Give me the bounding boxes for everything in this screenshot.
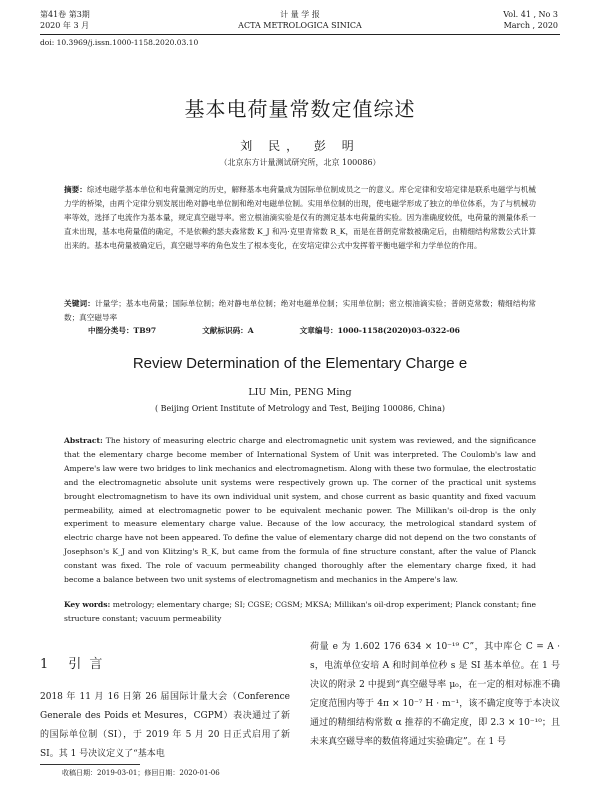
journal-cn: 计 量 学 报 (280, 10, 320, 19)
abstract-en (64, 434, 536, 587)
date-en: March , 2020 (503, 21, 558, 30)
body-column-left: 2018 年 11 月 16 日第 26 届国际计量大会（Conference Generale des Poids et Mesures，CGPM）表决通过了新的国际单位制（SI），于 2019 年 5 月 20 日正式启用了新 SI。其 1 号决议定义了“基本电 (40, 692, 290, 759)
keywords-label-cn: 关键词： (64, 299, 95, 308)
journal-en: ACTA METROLOGICA SINICA (238, 21, 362, 30)
affiliation-en: ( Beijing Orient Institute of Metrology and Test, Beijing 100086, China) (155, 404, 445, 413)
footnote-divider (40, 764, 140, 765)
section-number: 1 (40, 657, 51, 672)
section-title: 引 言 (68, 657, 105, 672)
section-heading (40, 653, 104, 672)
volume-cn: 第41卷 第3期 (40, 10, 90, 19)
header-divider (40, 34, 560, 35)
footnote: 收稿日期：2019-03-01；修回日期：2020-01-06 (62, 769, 220, 777)
volume-en: Vol. 41 , No 3 (503, 10, 558, 19)
authors-cn: 刘 民， 彭 明 (240, 139, 360, 153)
page-title-en: Review Determination of the Elementary Charge e (132, 355, 468, 372)
classification-row (88, 325, 528, 336)
abstract-text-cn: 综述电磁学基本单位和电荷量测定的历史，解释基本电荷量成为国际单位制成员之一的意义。库仑定律和安培定律是联系电磁学与机械力学的桥梁，由两个定律分别发展出绝对静电单位制和绝对电磁单位制。实用单位制的出现，使电磁学形成了独立的单位体系，为了与机械功率等效，选择了电流作为基本量，规定真空磁导率。密立根油滴实验是仅有的测定基本电荷量的实验。因为准确度较低，电荷量的测量体系一直未出现，基本电荷量值的确定，不是依赖约瑟夫森常数 K_J 和冯·克里青常数 R_K，而是在普朗克常数被确定后，由精细结构常数公式计算出来的。基本电荷量被确定后，真空磁导率的角色发生了根本变化，在安培定律公式中发挥着平衡电磁学和力学单位的作用。 (64, 185, 536, 250)
article-id: 文章编号：1000-1158(2020)03-0322-06 (299, 326, 460, 335)
abstract-label-en: Abstract: (64, 436, 103, 445)
page-title-cn: 基本电荷量常数定值综述 (184, 97, 416, 121)
keywords-text-cn: 计量学；基本电荷量；国际单位制；绝对静电单位制；绝对电磁单位制；实用单位制；密立根油滴实验；普朗克常数；精细结构常数；真空磁导率 (64, 299, 537, 322)
keywords-cn (64, 297, 536, 325)
abstract-label-cn: 摘要： (64, 185, 87, 194)
abstract-cn (64, 183, 536, 253)
keywords-label-en: Key words: (64, 600, 111, 609)
header-right (503, 9, 558, 31)
doi: doi: 10.3969/j.issn.1000-1158.2020.03.10 (40, 38, 199, 47)
document-code: 文献标识码：A (202, 326, 254, 335)
authors-en: LIU Min, PENG Ming (248, 387, 352, 398)
abstract-text-en: The history of measuring electric charge and electromagnetic unit system was reviewed, and the significance that the elementary charge become member of International System of Unit was interpreted. The Coulomb's law and Ampere's law were two bridges to link mechanics and electromagnetism. Along with these two formulae, the electrostatic and the electromagnetic absolute unit systems were respectively grown up. The corner of the practical unit systems brought electromagnetism to have its own individual unit system, and chose current as basic quantity and fixed vacuum permeability, aimed at electromagnetic power to be equivalent mechanic power. The Millikan's oil-drop is the only experiment to measure elementary charge value. Because of the low accuracy, the metrological standard system of electric charge have not been appeared. To define the value of elementary charge did not depend on the two constants of Josephson's K_J and von Klitzing's R_K, but came from the formula of fine structure constant, after the value of Planck constant was fixed. The role of vacuum permeability changed thoroughly after the elementary charge fixed, it had become a balance between two unit systems of electromagnetism and mechanics in the Ampere's law. (64, 436, 536, 585)
keywords-en (64, 598, 536, 626)
body-column-right: 荷量 e 为 1.602 176 634 × 10⁻¹⁹ C”，其中库仑 C = A · s，电流单位安培 A 和时间单位秒 s 是 SI 基本单位。在 1 号决议的附录 2 中提到“真空磁导率 μ₀，在一定的相对标准不确定度范围内等于 4π × 10⁻⁷ H · m⁻¹，该不确定度等于本决议通过的精细结构常数 α 推荐的不确定度，即 2.3 × 10⁻¹⁰；且未来真空磁导率的数值将通过实验确定”。在 1 号 (310, 642, 560, 747)
date-cn: 2020 年 3 月 (40, 21, 90, 30)
affiliation-cn: （北京东方计量测试研究所，北京 100086） (219, 158, 381, 167)
classification-number: 中图分类号：TB97 (88, 326, 157, 335)
keywords-text-en: metrology; elementary charge; SI; CGSE; CGSM; MKSA; Millikan's oil-drop experiment; Planck constant; fine structure constant; vacuum permeability (64, 600, 537, 623)
